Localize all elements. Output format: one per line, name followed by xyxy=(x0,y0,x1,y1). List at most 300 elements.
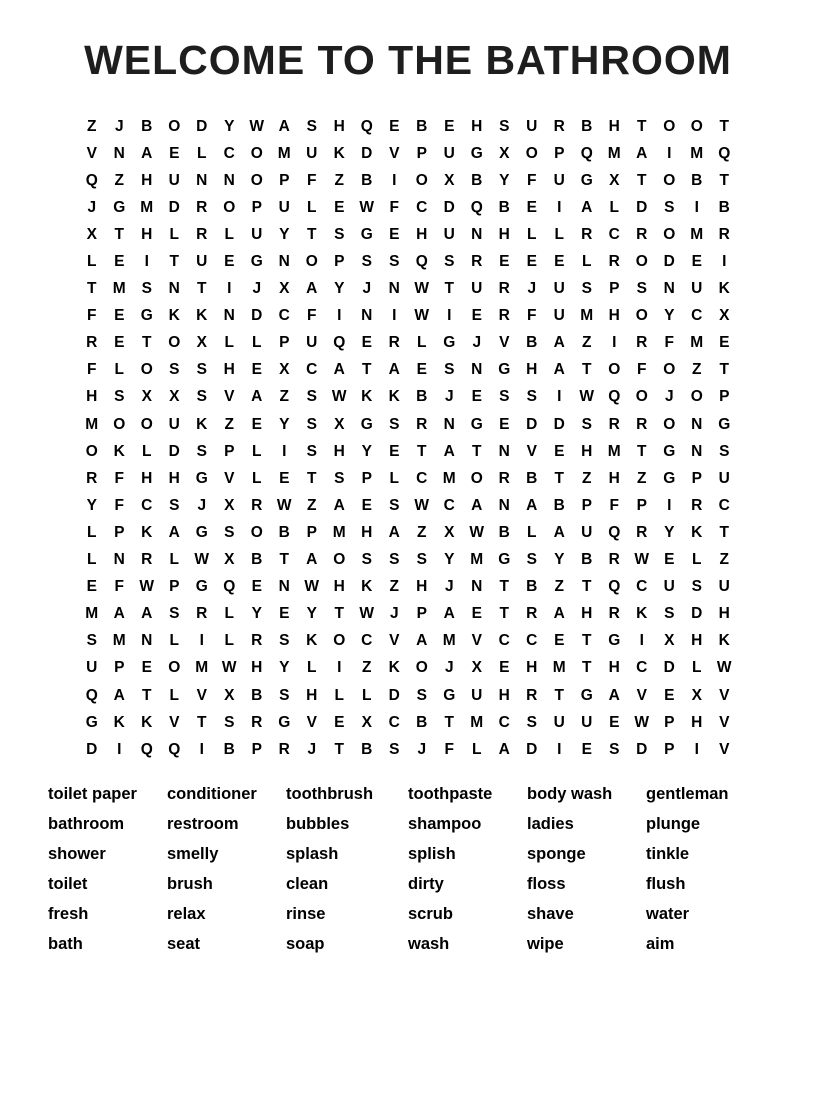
grid-letter: M xyxy=(140,198,154,216)
grid-letter: S xyxy=(141,280,152,298)
grid-letter: L xyxy=(169,686,179,704)
grid-letter: X xyxy=(224,686,235,704)
grid-letter: U xyxy=(553,171,565,189)
grid-letter: R xyxy=(608,551,620,569)
grid-letter: B xyxy=(526,469,538,487)
grid-letter: C xyxy=(498,713,510,731)
grid-letter: Z xyxy=(279,388,289,406)
grid-letter: J xyxy=(527,280,537,298)
grid-letter: L xyxy=(609,198,619,216)
grid-letter: X xyxy=(224,496,235,514)
grid-letter: O xyxy=(635,388,648,406)
grid-letter: T xyxy=(719,523,729,541)
word-search-grid xyxy=(78,113,738,763)
grid-letter: L xyxy=(224,334,234,352)
grid-letter: A xyxy=(553,361,565,379)
grid-letter: L xyxy=(362,686,372,704)
grid-letter: Z xyxy=(554,578,564,596)
grid-letter: R xyxy=(86,469,98,487)
grid-letter: A xyxy=(553,334,565,352)
grid-letter: M xyxy=(690,334,704,352)
grid-letter: S xyxy=(581,280,592,298)
grid-letter: W xyxy=(414,496,430,514)
word-list-item: brush xyxy=(167,875,213,894)
grid-letter: O xyxy=(663,225,676,243)
grid-letter: J xyxy=(664,388,674,406)
grid-letter: U xyxy=(663,578,675,596)
word-list-item: shampoo xyxy=(408,815,482,834)
grid-letter: I xyxy=(639,632,644,650)
grid-letter: A xyxy=(636,144,648,162)
grid-letter: N xyxy=(471,578,483,596)
grid-letter: U xyxy=(718,469,730,487)
grid-letter: A xyxy=(443,442,455,460)
grid-letter: G xyxy=(663,469,676,487)
grid-letter: X xyxy=(279,361,290,379)
grid-letter: T xyxy=(169,253,179,271)
grid-letter: R xyxy=(196,198,208,216)
grid-letter: U xyxy=(86,659,98,677)
grid-letter: W xyxy=(139,578,155,596)
grid-letter: S xyxy=(306,415,317,433)
grid-letter: C xyxy=(278,307,290,325)
grid-letter: H xyxy=(581,442,593,460)
word-list-item: wipe xyxy=(527,935,564,954)
grid-letter: D xyxy=(691,605,703,623)
grid-letter: V xyxy=(499,334,510,352)
word-list-column xyxy=(527,779,646,959)
grid-letter: S xyxy=(499,117,510,135)
grid-letter: K xyxy=(141,523,153,541)
grid-letter: C xyxy=(416,469,428,487)
grid-letter: W xyxy=(249,117,265,135)
grid-letter: S xyxy=(334,225,345,243)
grid-letter: E xyxy=(251,361,262,379)
grid-letter: M xyxy=(332,523,346,541)
grid-letter: V xyxy=(389,632,400,650)
grid-letter: M xyxy=(85,605,99,623)
grid-letter: K xyxy=(168,307,180,325)
grid-letter: T xyxy=(444,280,454,298)
grid-letter: T xyxy=(334,740,344,758)
grid-letter: E xyxy=(114,307,125,325)
word-list-item: splash xyxy=(286,845,339,864)
grid-letter: B xyxy=(581,551,593,569)
grid-letter: O xyxy=(690,388,703,406)
grid-letter: P xyxy=(664,713,675,731)
grid-letter: E xyxy=(361,334,372,352)
grid-letter: N xyxy=(691,415,703,433)
grid-letter: E xyxy=(664,551,675,569)
grid-letter: S xyxy=(334,469,345,487)
grid-letter: B xyxy=(251,551,263,569)
grid-letter: X xyxy=(361,713,372,731)
grid-letter: E xyxy=(169,144,180,162)
grid-letter: P xyxy=(416,605,427,623)
grid-letter: Z xyxy=(224,415,234,433)
grid-letter: U xyxy=(196,253,208,271)
grid-letter: K xyxy=(113,713,125,731)
grid-letter: A xyxy=(388,361,400,379)
grid-letter: I xyxy=(199,632,204,650)
grid-letter: S xyxy=(609,740,620,758)
grid-letter: L xyxy=(417,334,427,352)
grid-letter: W xyxy=(469,523,485,541)
grid-letter: C xyxy=(388,713,400,731)
grid-letter: H xyxy=(526,659,538,677)
grid-letter: U xyxy=(581,713,593,731)
grid-letter: S xyxy=(581,415,592,433)
grid-letter: L xyxy=(554,225,564,243)
grid-letter: B xyxy=(718,198,730,216)
grid-letter: O xyxy=(525,144,538,162)
grid-letter: T xyxy=(637,442,647,460)
grid-letter: G xyxy=(443,686,456,704)
grid-letter: R xyxy=(388,334,400,352)
grid-letter: N xyxy=(361,307,373,325)
grid-letter: R xyxy=(718,225,730,243)
grid-letter: O xyxy=(470,469,483,487)
grid-letter: B xyxy=(498,198,510,216)
grid-letter: W xyxy=(276,496,292,514)
grid-letter: W xyxy=(304,578,320,596)
grid-letter: Y xyxy=(499,171,510,189)
grid-letter: U xyxy=(168,171,180,189)
grid-letter: M xyxy=(277,144,291,162)
grid-letter: Z xyxy=(637,469,647,487)
grid-letter: S xyxy=(389,496,400,514)
grid-letter: X xyxy=(691,686,702,704)
grid-letter: Z xyxy=(389,578,399,596)
grid-letter: Y xyxy=(279,659,290,677)
grid-letter: M xyxy=(112,280,126,298)
grid-letter: X xyxy=(444,523,455,541)
grid-letter: R xyxy=(251,632,263,650)
grid-letter: E xyxy=(251,578,262,596)
grid-letter: W xyxy=(221,659,237,677)
grid-letter: T xyxy=(142,686,152,704)
grid-letter: J xyxy=(444,388,454,406)
grid-letter: R xyxy=(553,117,565,135)
word-list-item: water xyxy=(646,905,690,924)
grid-letter: W xyxy=(194,551,210,569)
grid-letter: U xyxy=(443,144,455,162)
grid-letter: T xyxy=(637,117,647,135)
grid-letter: B xyxy=(526,578,538,596)
word-list-item: bubbles xyxy=(286,815,350,834)
grid-letter: M xyxy=(85,415,99,433)
grid-letter: E xyxy=(691,253,702,271)
grid-letter: H xyxy=(471,117,483,135)
grid-letter: B xyxy=(278,523,290,541)
grid-letter: S xyxy=(389,551,400,569)
grid-letter: G xyxy=(278,713,291,731)
grid-letter: A xyxy=(581,198,593,216)
grid-letter: B xyxy=(416,713,428,731)
word-list-column xyxy=(167,779,286,959)
grid-letter: G xyxy=(195,578,208,596)
grid-letter: T xyxy=(582,632,592,650)
grid-letter: O xyxy=(113,415,126,433)
grid-letter: E xyxy=(499,659,510,677)
grid-letter: Z xyxy=(417,523,427,541)
word-list-item: conditioner xyxy=(167,785,257,804)
grid-letter: K xyxy=(718,280,730,298)
grid-letter: I xyxy=(722,253,727,271)
grid-letter: W xyxy=(331,388,347,406)
grid-letter: K xyxy=(388,659,400,677)
grid-letter: J xyxy=(252,280,262,298)
grid-letter: J xyxy=(307,740,317,758)
grid-letter: G xyxy=(580,686,593,704)
grid-letter: S xyxy=(389,740,400,758)
grid-letter: Q xyxy=(140,740,153,758)
grid-letter: S xyxy=(444,253,455,271)
grid-letter: D xyxy=(663,253,675,271)
grid-letter: C xyxy=(636,659,648,677)
worksheet-page xyxy=(0,37,816,1096)
grid-letter: O xyxy=(140,361,153,379)
grid-letter: G xyxy=(140,307,153,325)
grid-letter: H xyxy=(361,523,373,541)
grid-letter: T xyxy=(279,551,289,569)
grid-letter: S xyxy=(114,388,125,406)
grid-letter: N xyxy=(223,171,235,189)
grid-letter: O xyxy=(690,117,703,135)
grid-letter: Y xyxy=(224,117,235,135)
grid-letter: H xyxy=(526,361,538,379)
grid-letter: M xyxy=(112,632,126,650)
grid-letter: P xyxy=(664,740,675,758)
grid-letter: N xyxy=(388,280,400,298)
grid-letter: R xyxy=(196,605,208,623)
grid-letter: W xyxy=(414,307,430,325)
grid-letter: C xyxy=(306,361,318,379)
grid-letter: T xyxy=(307,469,317,487)
grid-letter: G xyxy=(718,415,731,433)
word-list-column xyxy=(646,779,729,959)
grid-letter: S xyxy=(664,198,675,216)
grid-letter: O xyxy=(608,361,621,379)
grid-letter: U xyxy=(251,225,263,243)
grid-letter: Q xyxy=(608,388,621,406)
grid-letter: L xyxy=(692,659,702,677)
grid-letter: S xyxy=(416,551,427,569)
grid-letter: M xyxy=(690,225,704,243)
grid-letter: T xyxy=(417,442,427,460)
grid-letter: G xyxy=(195,523,208,541)
grid-letter: A xyxy=(306,551,318,569)
grid-letter: X xyxy=(609,171,620,189)
grid-letter: Q xyxy=(415,253,428,271)
grid-letter: Y xyxy=(279,225,290,243)
word-list-column xyxy=(286,779,408,959)
grid-letter: X xyxy=(719,307,730,325)
grid-letter: F xyxy=(114,496,124,514)
grid-letter: G xyxy=(498,551,511,569)
grid-letter: C xyxy=(223,144,235,162)
grid-letter: N xyxy=(278,253,290,271)
grid-letter: E xyxy=(471,605,482,623)
grid-letter: A xyxy=(388,523,400,541)
grid-letter: H xyxy=(498,225,510,243)
grid-letter: Z xyxy=(692,361,702,379)
grid-letter: B xyxy=(498,523,510,541)
grid-letter: X xyxy=(224,551,235,569)
word-list-item: body wash xyxy=(527,785,613,804)
grid-letter: A xyxy=(333,361,345,379)
grid-letter: J xyxy=(444,578,454,596)
grid-letter: E xyxy=(664,686,675,704)
grid-letter: E xyxy=(389,442,400,460)
grid-letter: O xyxy=(663,171,676,189)
grid-letter: P xyxy=(251,198,262,216)
grid-letter: X xyxy=(196,334,207,352)
grid-letter: T xyxy=(582,361,592,379)
grid-letter: S xyxy=(169,605,180,623)
word-list-item: relax xyxy=(167,905,206,924)
word-list-item: smelly xyxy=(167,845,219,864)
grid-letter: U xyxy=(691,280,703,298)
grid-letter: U xyxy=(718,578,730,596)
grid-letter: R xyxy=(636,334,648,352)
grid-letter: G xyxy=(470,415,483,433)
grid-letter: X xyxy=(499,144,510,162)
word-list-item: tinkle xyxy=(646,845,690,864)
page-title: WELCOME TO THE BATHROOM xyxy=(84,37,732,83)
grid-letter: T xyxy=(362,361,372,379)
grid-letter: U xyxy=(278,198,290,216)
grid-letter: J xyxy=(444,659,454,677)
grid-letter: D xyxy=(388,686,400,704)
grid-letter: R xyxy=(526,605,538,623)
grid-letter: N xyxy=(113,551,125,569)
grid-letter: F xyxy=(527,171,537,189)
grid-letter: N xyxy=(498,442,510,460)
grid-letter: H xyxy=(691,632,703,650)
grid-letter: A xyxy=(168,523,180,541)
grid-letter: X xyxy=(279,280,290,298)
grid-letter: R xyxy=(636,523,648,541)
grid-letter: L xyxy=(252,442,262,460)
grid-letter: S xyxy=(499,388,510,406)
word-list-item: soap xyxy=(286,935,325,954)
grid-letter: V xyxy=(389,144,400,162)
grid-letter: S xyxy=(196,361,207,379)
grid-letter: K xyxy=(361,578,373,596)
grid-letter: D xyxy=(168,442,180,460)
grid-letter: B xyxy=(553,496,565,514)
grid-letter: E xyxy=(389,117,400,135)
grid-letter: H xyxy=(608,659,620,677)
grid-letter: I xyxy=(447,307,452,325)
grid-letter: K xyxy=(361,388,373,406)
grid-letter: D xyxy=(526,415,538,433)
grid-letter: U xyxy=(526,117,538,135)
grid-letter: Y xyxy=(361,442,372,460)
grid-letter: O xyxy=(415,171,428,189)
grid-letter: P xyxy=(554,144,565,162)
grid-letter: S xyxy=(306,442,317,460)
grid-letter: X xyxy=(444,171,455,189)
grid-letter: Z xyxy=(582,334,592,352)
grid-letter: E xyxy=(86,578,97,596)
grid-letter: L xyxy=(527,225,537,243)
grid-letter: H xyxy=(498,686,510,704)
grid-letter: F xyxy=(114,578,124,596)
grid-letter: K xyxy=(113,442,125,460)
grid-letter: T xyxy=(334,605,344,623)
grid-letter: O xyxy=(250,171,263,189)
grid-letter: N xyxy=(471,225,483,243)
grid-letter: D xyxy=(86,740,98,758)
grid-letter: R xyxy=(141,551,153,569)
grid-letter: G xyxy=(663,442,676,460)
grid-letter: O xyxy=(333,632,346,650)
grid-letter: J xyxy=(472,334,482,352)
grid-letter: H xyxy=(141,469,153,487)
word-list-item: splish xyxy=(408,845,456,864)
grid-letter: R xyxy=(636,415,648,433)
grid-letter: V xyxy=(306,713,317,731)
grid-letter: A xyxy=(251,388,263,406)
grid-letter: A xyxy=(113,605,125,623)
grid-letter: P xyxy=(114,659,125,677)
grid-letter: R xyxy=(691,496,703,514)
grid-letter: K xyxy=(718,632,730,650)
grid-letter: S xyxy=(196,442,207,460)
grid-letter: B xyxy=(141,117,153,135)
grid-letter: U xyxy=(306,334,318,352)
grid-letter: Q xyxy=(580,144,593,162)
grid-letter: L xyxy=(197,144,207,162)
grid-letter: A xyxy=(553,605,565,623)
grid-letter: N xyxy=(691,442,703,460)
grid-letter: C xyxy=(526,632,538,650)
grid-letter: G xyxy=(470,144,483,162)
grid-letter: O xyxy=(305,253,318,271)
grid-letter: I xyxy=(337,307,342,325)
word-list-item: ladies xyxy=(527,815,574,834)
grid-letter: E xyxy=(114,253,125,271)
grid-letter: N xyxy=(168,280,180,298)
grid-letter: P xyxy=(361,469,372,487)
grid-letter: H xyxy=(416,578,428,596)
grid-letter: P xyxy=(279,171,290,189)
grid-letter: P xyxy=(691,469,702,487)
grid-letter: G xyxy=(360,415,373,433)
grid-letter: C xyxy=(691,307,703,325)
grid-letter: S xyxy=(444,361,455,379)
grid-letter: R xyxy=(498,307,510,325)
grid-letter: S xyxy=(279,632,290,650)
grid-letter: C xyxy=(443,496,455,514)
grid-letter: H xyxy=(333,442,345,460)
grid-letter: L xyxy=(527,523,537,541)
grid-letter: W xyxy=(634,551,650,569)
grid-letter: O xyxy=(168,117,181,135)
grid-letter: E xyxy=(141,659,152,677)
grid-letter: T xyxy=(114,225,124,243)
grid-letter: S xyxy=(526,713,537,731)
grid-letter: B xyxy=(361,740,373,758)
word-list-item: sponge xyxy=(527,845,586,864)
grid-letter: C xyxy=(718,496,730,514)
grid-letter: I xyxy=(117,740,122,758)
grid-letter: D xyxy=(251,307,263,325)
word-list-item: flush xyxy=(646,875,686,894)
grid-letter: A xyxy=(278,117,290,135)
